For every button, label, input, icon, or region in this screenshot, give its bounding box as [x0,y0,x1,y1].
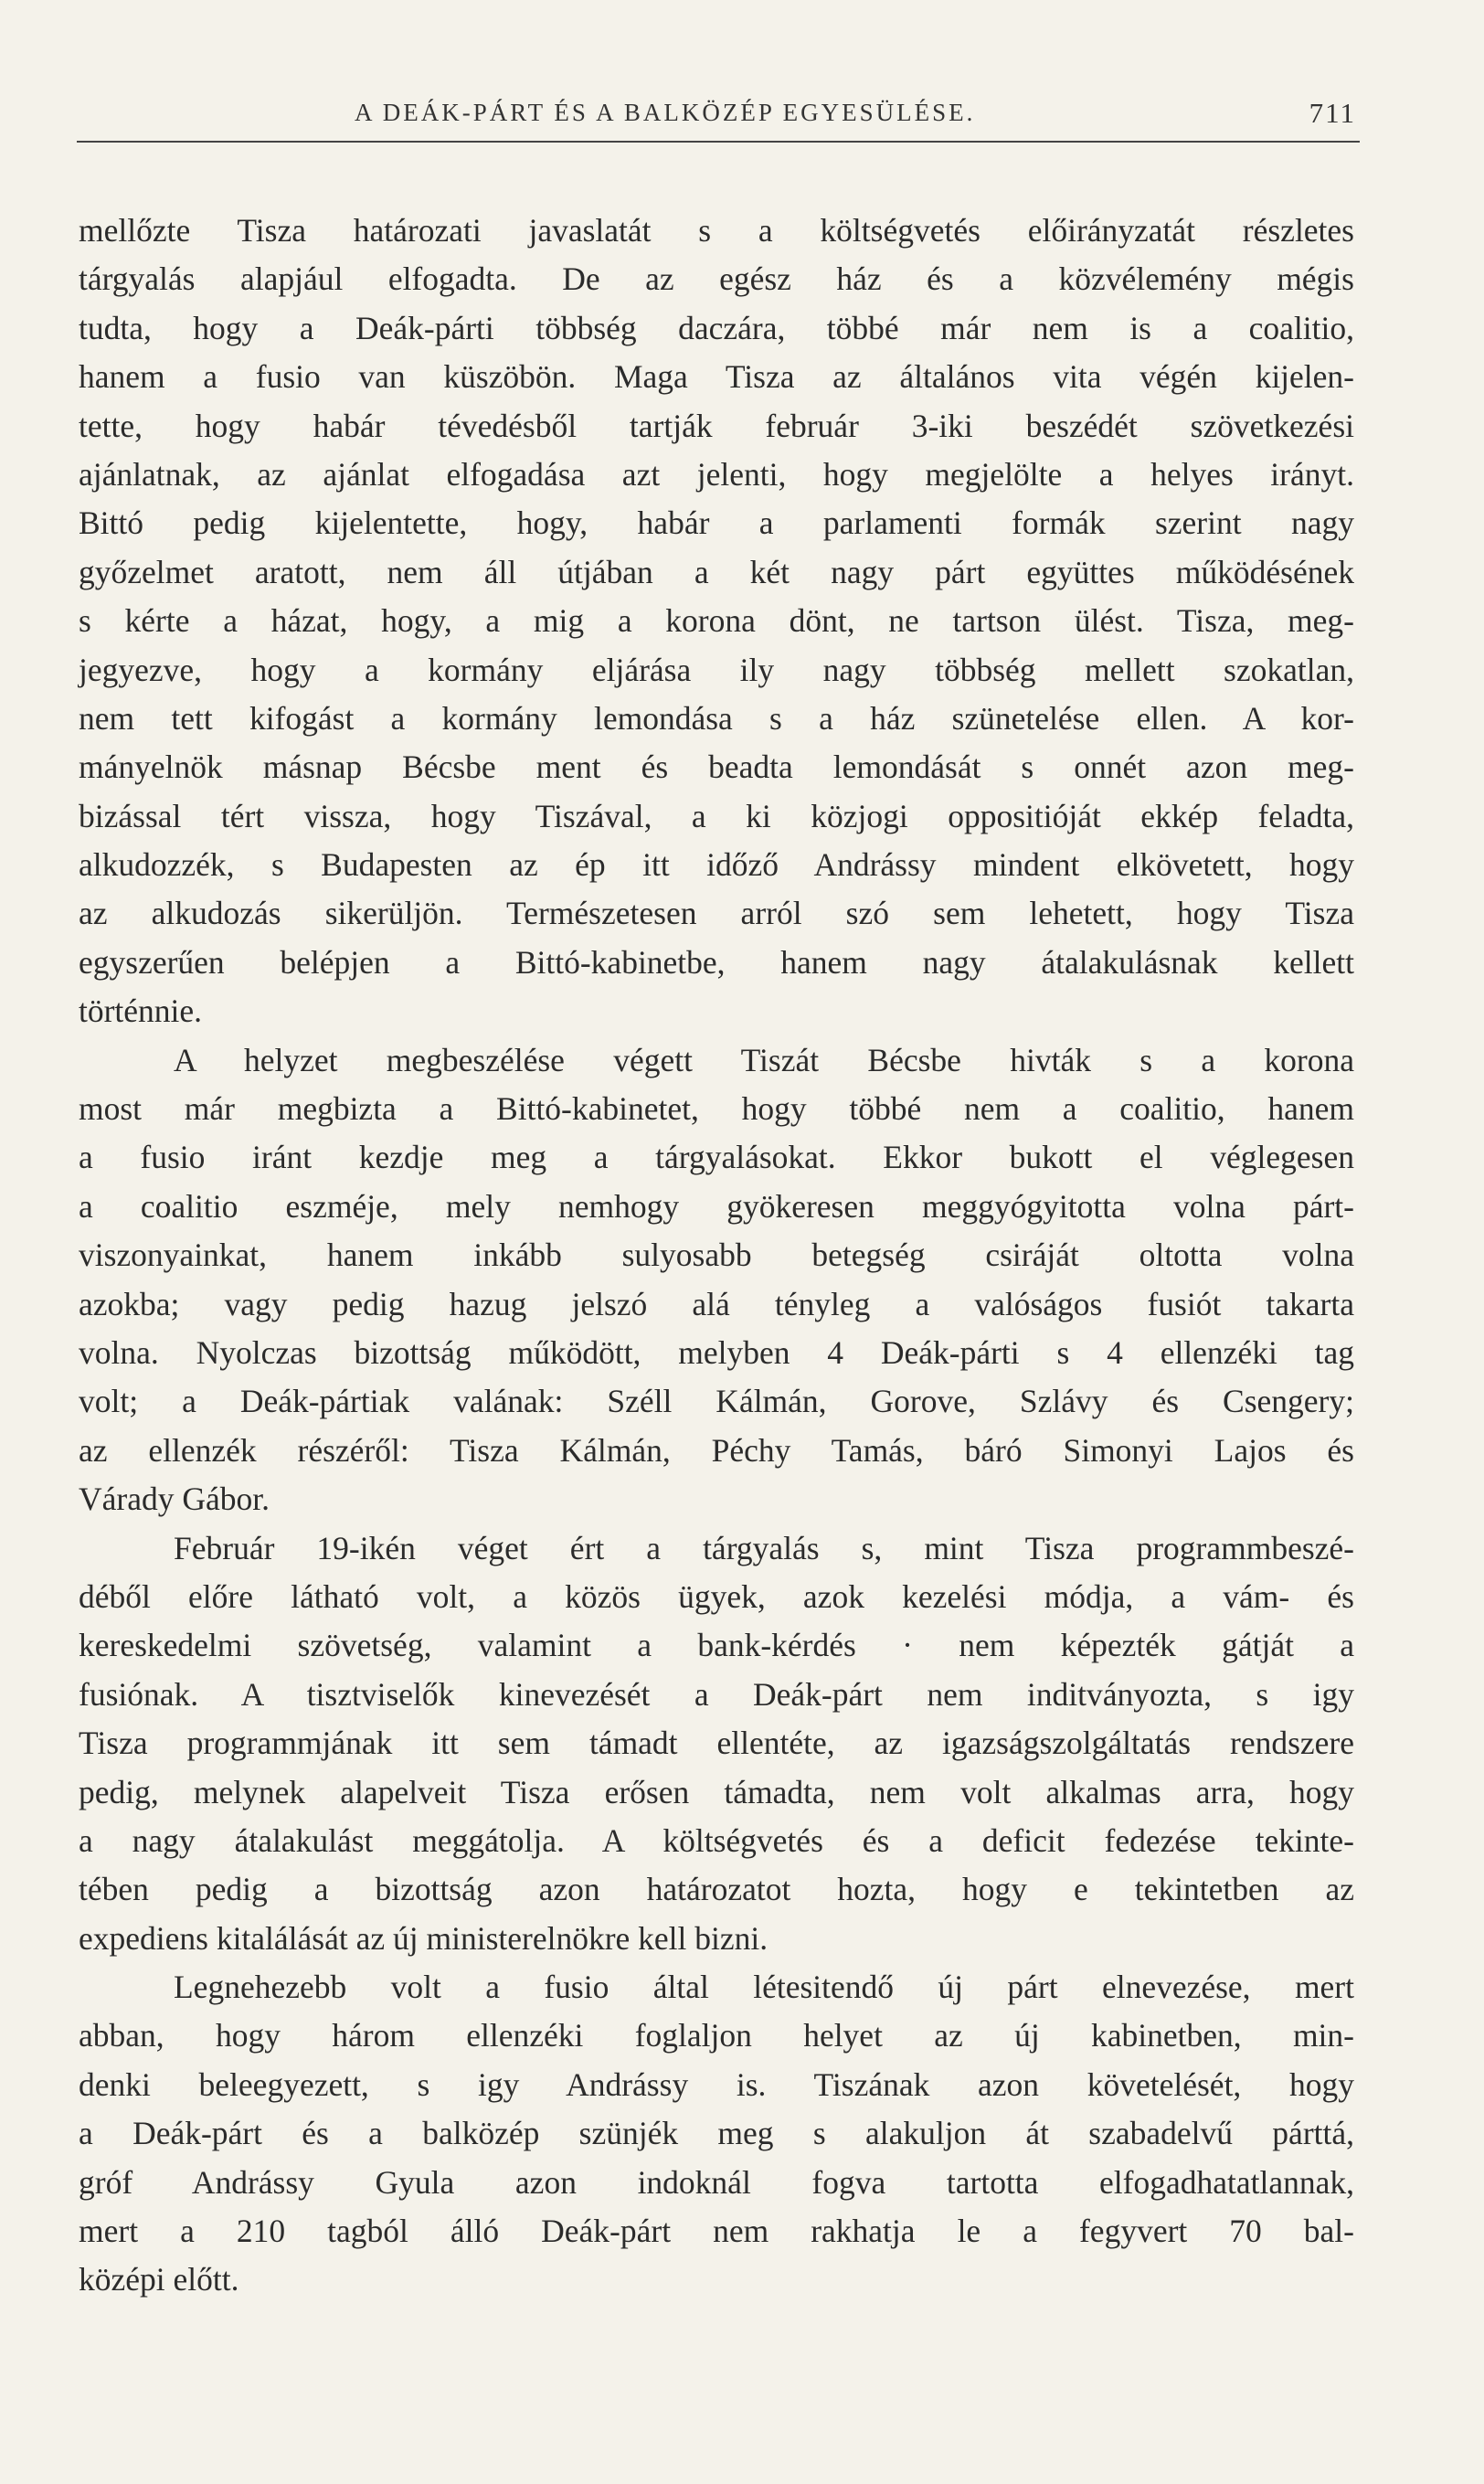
text-line: mert a 210 tagból álló Deák-párt nem rakhatja le a fegyvert 70 bal- [79,2213,1354,2250]
text-line: egyszerűen belépjen a Bittó-kabinetbe, hanem nagy átalakulásnak kellett [79,943,1354,981]
text-line: tudta, hogy a Deák-párti többség daczára, többé már nem is a coalitio, [79,309,1354,346]
text-line: nem tett kifogást a kormány lemondása s a ház szünetelése ellen. A kor- [79,699,1354,737]
text-line: bizással tért vissza, hogy Tiszával, a ki közjogi oppositióját ekkép feladta, [79,797,1354,834]
text-line: a coalitio eszméje, mely nemhogy gyökeresen meggyógyitotta volna párt- [79,1187,1354,1225]
header-rule [77,141,1360,143]
page-number: 711 [1309,97,1356,129]
running-head [77,95,1360,135]
text-line: kereskedelmi szövetség, valamint a bank-kérdés · nem képezték gátját a [79,1627,1354,1664]
text-line: pedig, melynek alapelveit Tisza erősen támadta, nem volt alkalmas arra, hogy [79,1773,1354,1810]
text-line: abban, hogy három ellenzéki foglaljon helyet az új kabinetben, min- [79,2017,1354,2054]
text-line: tárgyalás alapjául elfogadta. De az egész ház és a közvélemény mégis [79,260,1354,298]
text-line: hanem a fusio van küszöbön. Maga Tisza az általános vita végén kijelen- [79,358,1354,396]
text-line: Február 19-ikén véget ért a tárgyalás s, mint Tisza programmbeszé- [174,1529,1354,1566]
text-line: volt; a Deák-pártiak valának: Széll Kálmán, Gorove, Szlávy és Csengery; [79,1383,1354,1420]
text-line: A helyzet megbeszélése végett Tiszát Bécsbe hivták s a korona [174,1041,1354,1078]
text-line: a fusio iránt kezdje meg a tárgyalásokat. Ekkor bukott el véglegesen [79,1139,1354,1176]
text-line: az alkudozás sikerüljön. Természetesen arról szó sem lehetett, hogy Tisza [79,895,1354,932]
text-line: Legnehezebb volt a fusio által létesitendő új párt elnevezése, mert [174,1969,1354,2006]
text-line: most már megbizta a Bittó-kabinetet, hogy többé nem a coalitio, hanem [79,1090,1354,1128]
running-title: A DEÁK-PÁRT ÉS A BALKÖZÉP EGYESÜLÉSE. [355,99,976,126]
text-line: déből előre látható volt, a közös ügyek, azok kezelési módja, a vám- és [79,1577,1354,1615]
text-line: tében pedig a bizottság azon határozatot hozta, hogy e tekintetben az [79,1871,1354,1908]
text-line: s kérte a házat, hogy, a mig a korona dönt, ne tartson ülést. Tisza, meg- [79,602,1354,640]
text-line: gróf Andrássy Gyula azon indoknál fogva tartotta elfogadhatatlannak, [79,2163,1354,2201]
text-line: alkudozzék, s Budapesten az ép itt időző Andrássy mindent elkövetett, hogy [79,846,1354,884]
text-line: azokba; vagy pedig hazug jelszó alá tényleg a valóságos fusiót takarta [79,1285,1354,1322]
text-line: győzelmet aratott, nem áll útjában a két nagy párt együttes működésének [79,553,1354,590]
text-line: expediens kitalálását az új ministerelnökre kell bizni. [79,1919,768,1957]
text-line: az ellenzék részéről: Tisza Kálmán, Péchy Tamás, báró Simonyi Lajos és [79,1431,1354,1469]
text-line: fusiónak. A tisztviselők kinevezését a Deák-párt nem inditványozta, s igy [79,1675,1354,1713]
text-line: Bittó pedig kijelentette, hogy, habár a parlamenti formák szerint nagy [79,504,1354,542]
text-line: mányelnök másnap Bécsbe ment és beadta lemondását s onnét azon meg- [79,748,1354,786]
text-line: középi előtt. [79,2261,239,2298]
text-line: a Deák-párt és a balközép szünjék meg s alakuljon át szabadelvű párttá, [79,2115,1354,2152]
text-line: ajánlatnak, az ajánlat elfogadása azt jelenti, hogy megjelölte a helyes irányt. [79,455,1354,493]
text-line: tette, hogy habár tévedésből tartják február 3-iki beszédét szövetkezési [79,407,1354,444]
text-line: jegyezve, hogy a kormány eljárása ily nagy többség mellett szokatlan, [79,651,1354,688]
text-line: a nagy átalakulást meggátolja. A költségvetés és a deficit fedezése tekinte- [79,1821,1354,1859]
text-line: történnie. [79,993,203,1030]
body-text [79,207,1354,2305]
text-line: Várady Gábor. [79,1481,270,1518]
text-line: viszonyainkat, hanem inkább sulyosabb betegség csiráját oltotta volna [79,1237,1354,1274]
text-line: mellőzte Tisza határozati javaslatát s a költségvetés előirányzatát részletes [79,212,1354,249]
text-line: denki beleegyezett, s igy Andrássy is. Tiszának azon követelését, hogy [79,2065,1354,2103]
text-line: Tisza programmjának itt sem támadt ellentéte, az igazságszolgáltatás rendszere [79,1725,1354,1762]
text-line: volna. Nyolczas bizottság működött, melyben 4 Deák-párti s 4 ellenzéki tag [79,1333,1354,1371]
